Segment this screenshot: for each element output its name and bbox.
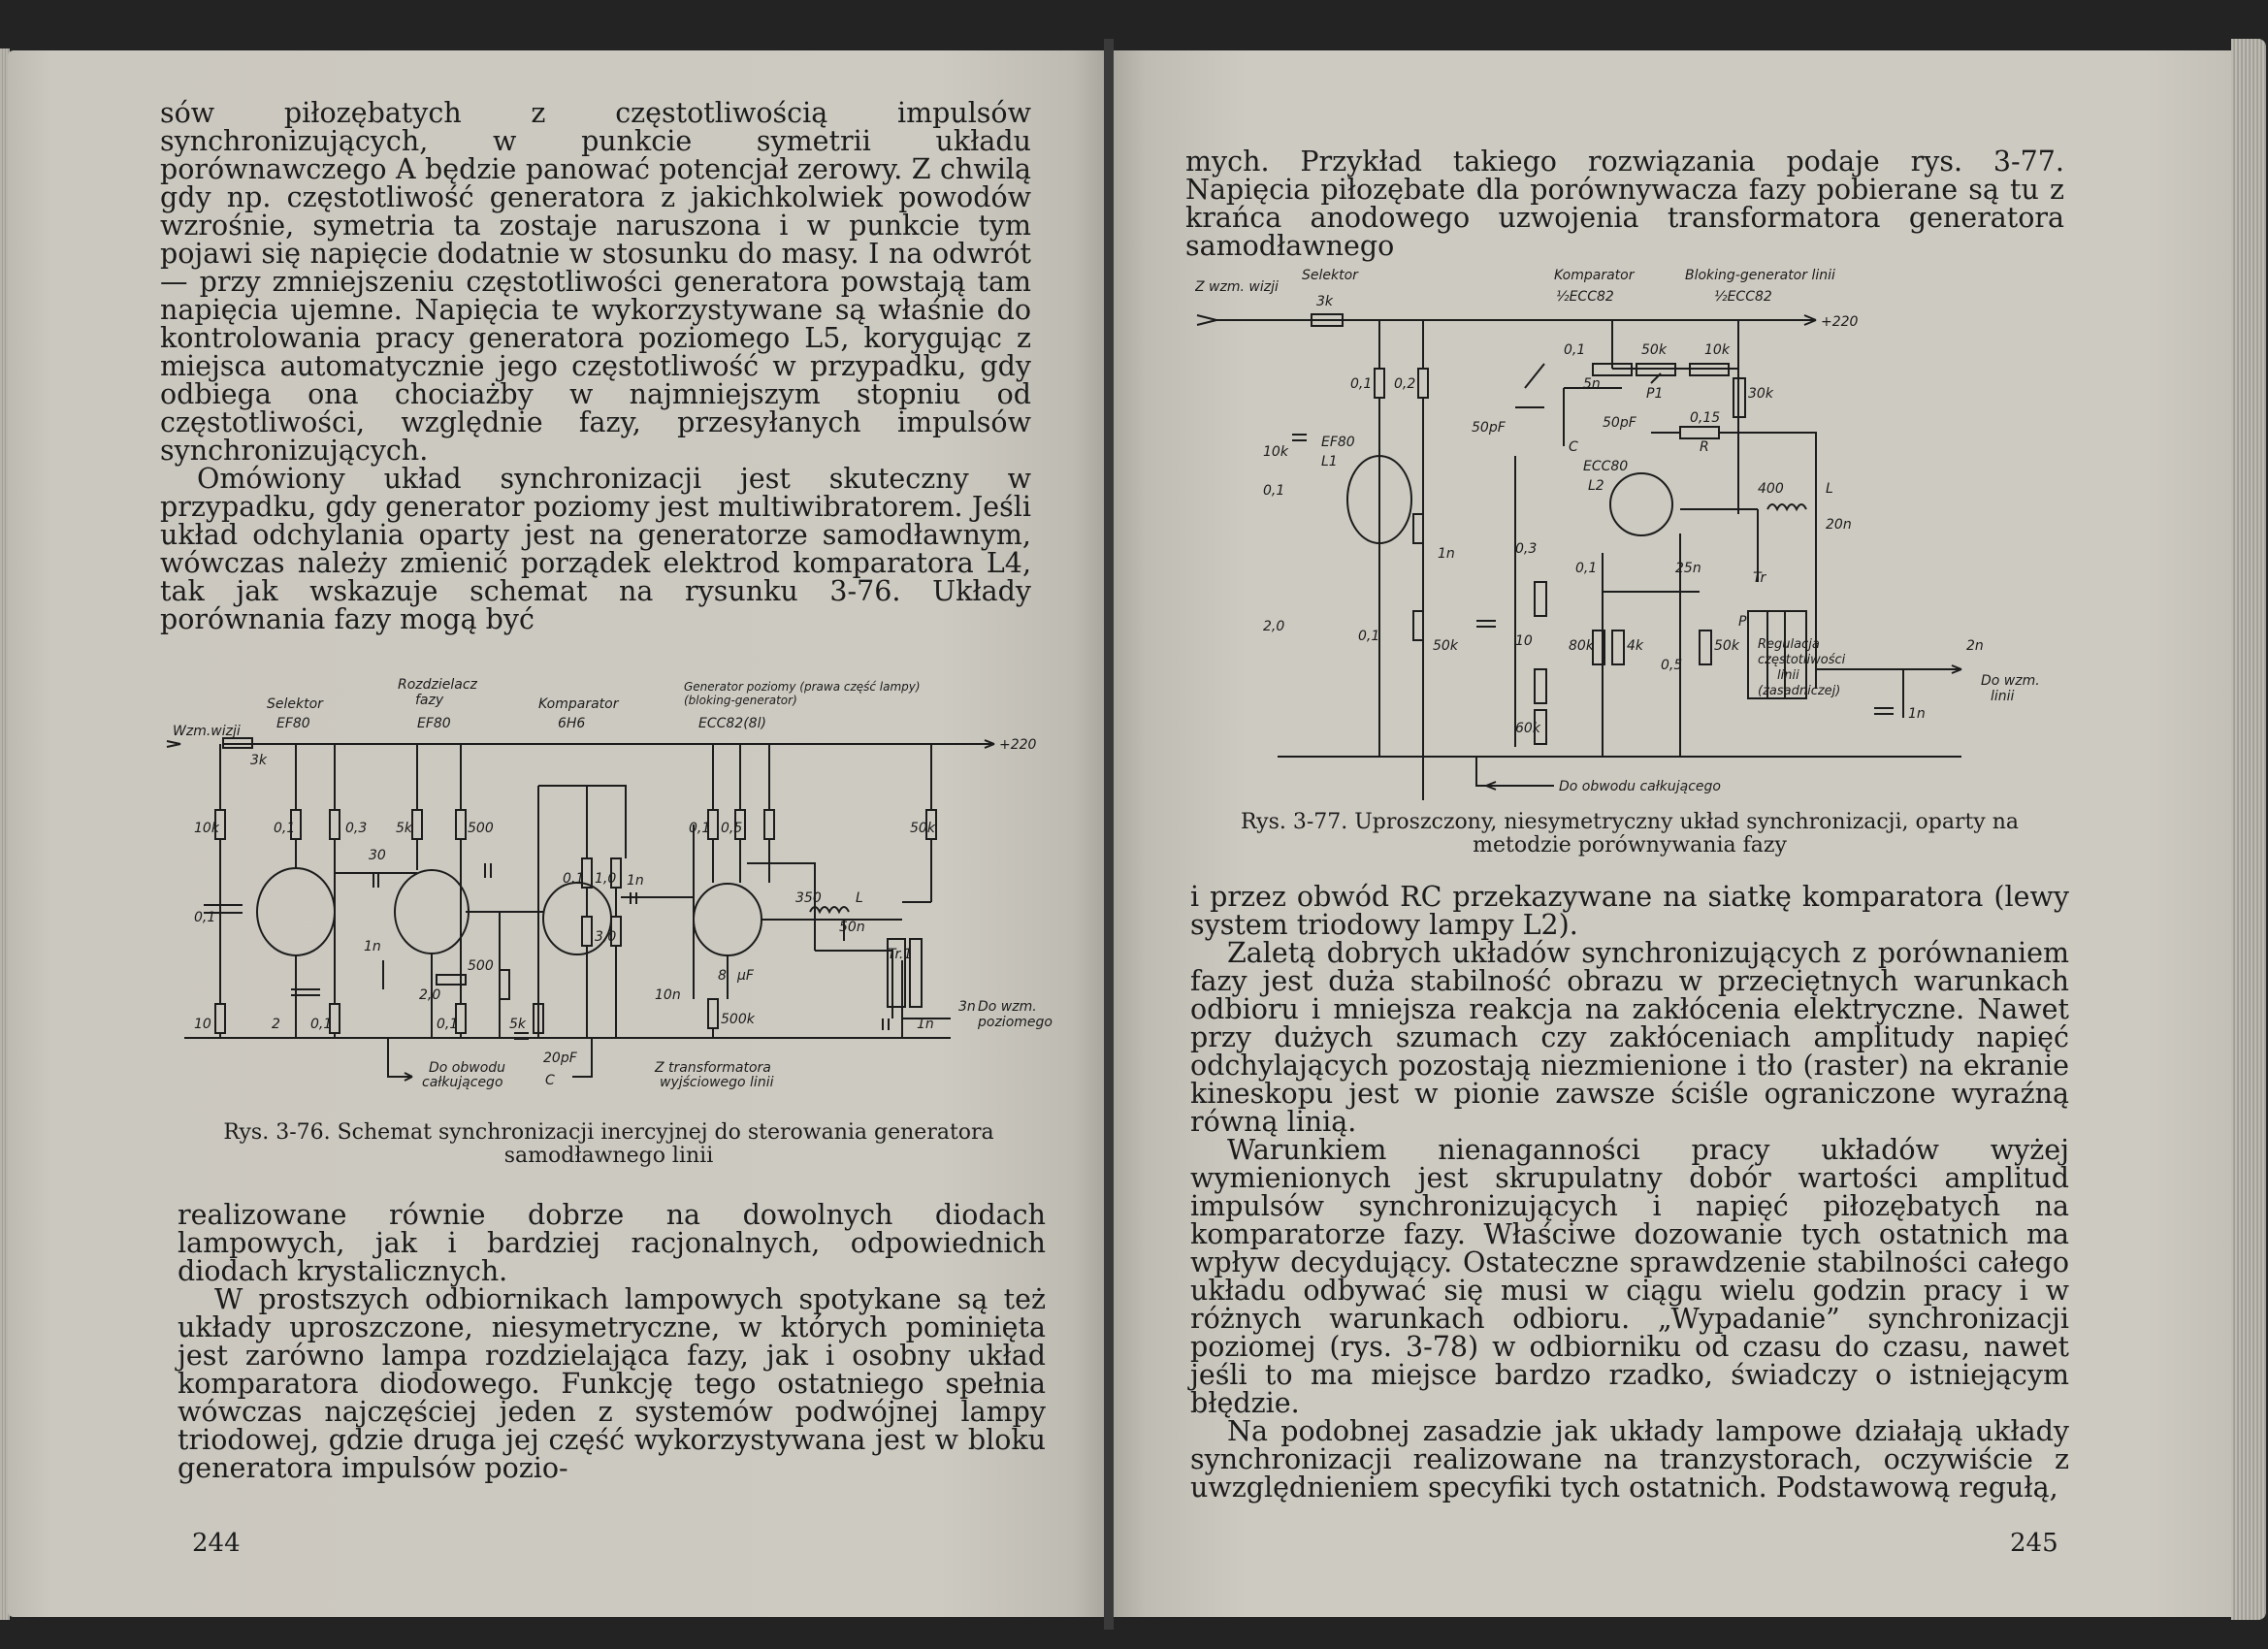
paragraph: i przez obwód RC przekazywane na siatkę komparatora (lewy system triodowy lampy L2). (1190, 881, 2069, 941)
label: Komparator (538, 696, 619, 712)
label: 0,1 (1575, 561, 1598, 576)
paragraph: Zaletą dobrych układów synchronizujących z porównaniem fazy jest duża stabilność obrazu w przeciętnych warunkach odbioru i mniejsza reakcja na zakłócenia elektryczne. Nawet przy dużych szumach czy zakłóceniach amplitudy napięć odchylających pozostają niezmienione i tło (raster) na ekranie kineskopu jest w pionie zawsze ściśle ograniczone wyraźną równą linią. (1190, 937, 2069, 1138)
label: Tr.1 (888, 947, 913, 962)
label: 500 (468, 821, 494, 836)
label: 0,2 (1394, 376, 1416, 392)
label: 60k (1515, 721, 1540, 736)
label: L2 (1588, 478, 1604, 494)
label: 350 (795, 890, 822, 906)
caption-line: Rys. 3-77. Uproszczony, niesymetryczny układ synchronizacji, oparty na (1240, 810, 2020, 834)
label: EF80 (276, 716, 310, 731)
label: 20pF (543, 1051, 577, 1066)
label: 0,1 (1263, 483, 1285, 499)
label: C (1569, 439, 1578, 455)
label: Do wzm. (1981, 673, 2040, 689)
label: linii (1777, 668, 1799, 683)
label: Do obwodu całkującego (1559, 779, 1721, 794)
label: 10n (655, 987, 681, 1003)
label: wyjściowego linii (660, 1075, 774, 1090)
figure-caption: Rys. 3-76. Schemat synchronizacji inercyjnej do sterowania generatora samodławnego linii (223, 1120, 994, 1168)
label: 500 (468, 958, 494, 974)
label: 4k (1627, 638, 1644, 654)
label: Z wzm. wizji (1195, 279, 1279, 295)
label: 1n (917, 1017, 934, 1032)
label: Komparator (1554, 268, 1635, 283)
label: Selektor (1302, 268, 1358, 283)
label: 2,0 (1263, 619, 1285, 634)
label: 3n (958, 999, 976, 1015)
label: 50k (1714, 638, 1739, 654)
paragraph: sów piłozębatych z częstotliwością impulsów synchronizujących, w punkcie symetrii układu porównawczego A będzie panować potencjał zerowy. Z chwilą gdy np. częstotliwość generatora z jakichkolwiek powodów wzrośnie, symetria ta zostaje naruszona i w punkcie tym pojawi się napięcie dodatnie w stosunku do masy. I na odwrót — przy zmniejszeniu częstotliwości generatora powstają tam napięcia ujemne. Napięcia te wykorzystywane są właśnie do kontrolowania pracy generatora poziomego L5, korygując z miejsca automatycznie jego częstotliwość w przypadku, gdy odbiega ona chociażby w najmniejszym stopniu od częstotliwości, względnie fazy, przesyłanych impulsów synchronizujących. (160, 97, 1031, 467)
paragraph: Na podobnej zasadzie jak układy lampowe działają układy synchronizacji realizowane na tranzystorach, oczywiście z uwzględnieniem specyfiki tych ostatnich. Podstawową regułą, (1190, 1415, 2069, 1504)
label: 0,1 (194, 910, 216, 925)
label: Rozdzielacz (398, 677, 477, 693)
label: ECC82(8l) (698, 716, 766, 731)
label: 50pF (1603, 415, 1636, 431)
label: 500k (721, 1012, 755, 1027)
paragraph: Omówiony układ synchronizacji jest skuteczny w przypadku, gdy generator poziomy jest multiwibratorem. Jeśli układ odchylania oparty jest na generatorze samodławnym, wówczas należy zmienić porządek elektrod komparatora L4, tak jak wskazuje schemat na rysunku 3-76. Układy porównania fazy mogą być (160, 463, 1031, 635)
label: 0,5 (1661, 658, 1683, 673)
label: EF80 (1321, 435, 1355, 450)
label: Do obwodu (429, 1060, 506, 1076)
label: P (1738, 614, 1747, 630)
label: 0,1 (437, 1017, 459, 1032)
label: 0,5 (721, 821, 743, 836)
label: P1 (1646, 386, 1664, 402)
label: 3k (250, 753, 268, 768)
label: +220 (999, 737, 1037, 753)
label: linii (1991, 689, 2015, 704)
left-text-bottom (178, 1201, 1046, 1482)
label: μF (737, 968, 754, 984)
page-stack-right (2231, 39, 2266, 1620)
label: 50n (839, 920, 865, 935)
label: 1n (364, 939, 381, 954)
label: L1 (1321, 454, 1338, 469)
label: 1n (627, 873, 644, 889)
label: 0,1 (1564, 342, 1586, 358)
label: Wzm.wizji (173, 724, 241, 739)
label: 50k (1433, 638, 1458, 654)
label: 5k (509, 1017, 527, 1032)
label: Generator poziomy (prawa część lampy) (684, 680, 921, 694)
paragraph: W prostszych odbiornikach lampowych spotykane są też układy uproszczone, niesymetryczne, w których pominięta jest zarówno lampa rozdzielająca fazy, jak i osobny układ komparatora diodowego. Funkcję tego ostatniego spełnia wówczas najczęściej jeden z systemów podwójnej lampy triodowej, gdzie druga jej część wykorzystywana jest w bloku generatora impulsów pozio- (178, 1283, 1046, 1484)
label: 0,1 (274, 821, 296, 836)
label: 10k (1704, 342, 1730, 358)
label: całkującego (422, 1075, 503, 1090)
label: 2n (1966, 638, 1984, 654)
label: ½ECC82 (1556, 289, 1614, 305)
label: 1n (1908, 706, 1926, 722)
label: 30 (369, 848, 386, 863)
label: 10k (194, 821, 219, 836)
page-number: 245 (2010, 1529, 2058, 1558)
paragraph: mych. Przykład takiego rozwiązania podaje rys. 3-77. Napięcia piłozębate dla porównywacza fazy pobierane są tu z krańca anodowego uzwojenia transformatora generatora samodławnego (1185, 146, 2064, 262)
label: 0,3 (345, 821, 368, 836)
label: 80k (1569, 638, 1594, 654)
right-text-top (1185, 147, 2064, 260)
figure-3-76-schematic (165, 669, 1057, 1106)
label: Tr (1753, 570, 1766, 586)
label: 20n (1826, 517, 1852, 533)
label: 0,1 (689, 821, 711, 836)
label: częstotliwości (1758, 653, 1846, 667)
label: 10 (194, 1017, 211, 1032)
book-gutter (1104, 39, 1114, 1630)
label: EF80 (417, 716, 451, 731)
label: 3k (1316, 294, 1334, 309)
label: ECC80 (1583, 459, 1629, 474)
label: 0,1 (563, 871, 585, 887)
label: 0,1 (1350, 376, 1373, 392)
label: 1n (1438, 546, 1455, 562)
label: 0,3 (1515, 541, 1538, 557)
page-number: 244 (192, 1529, 241, 1558)
label: 6H6 (558, 716, 586, 731)
label: (zasadniczej) (1758, 684, 1841, 698)
label: C (545, 1073, 555, 1088)
label: 0,1 (310, 1017, 333, 1032)
label: 50pF (1472, 420, 1506, 436)
label: 400 (1758, 481, 1784, 497)
label: Regulacja (1758, 637, 1820, 652)
label: 8 (718, 968, 727, 984)
label: 2,0 (419, 987, 441, 1003)
label: +220 (1821, 314, 1859, 330)
label: 10k (1263, 444, 1288, 460)
caption-line: metodzie porównywania fazy (1473, 833, 1787, 857)
paragraph: realizowane równie dobrze na dowolnych diodach lampowych, jak i bardziej racjonalnych, odpowiednich diodach krystalicznych. (178, 1199, 1046, 1287)
label: 30k (1748, 386, 1773, 402)
label: 0,15 (1690, 410, 1721, 426)
label: Bloking-generator linii (1685, 268, 1835, 283)
label: fazy (415, 693, 444, 708)
label: 25n (1675, 561, 1701, 576)
paragraph: Warunkiem nienaganności pracy układów wyżej wymienionych jest skrupulatny dobór wartości amplitud impulsów synchronizujących i napięć piłozębatych na komparatorze fazy. Właściwe dozowanie tych ostatnich ma wpływ decydujący. Ostateczne sprawdzenie stabilności całego układu odbywać się musi w ciągu wielu godzin pracy i w różnych warunkach odbioru. „Wypadanie” synchronizacji poziomej (rys. 3-78) w odbiorniku od czasu do czasu, nawet jeśli to ma miejsce bardzo rzadko, świadczy o istniejącym błędzie. (1190, 1134, 2069, 1419)
right-text-bottom (1190, 883, 2069, 1502)
label: L (856, 890, 863, 906)
label: Do wzm. (978, 999, 1037, 1015)
left-text-top (160, 99, 1031, 633)
label: 10 (1515, 633, 1533, 649)
label: 0,1 (1358, 629, 1380, 644)
label: 2 (272, 1017, 280, 1032)
label: L (1826, 481, 1833, 497)
label: 50k (910, 821, 935, 836)
label: 3,0 (595, 929, 617, 945)
label: ½ECC82 (1714, 289, 1772, 305)
label: Selektor (267, 696, 323, 712)
figure-caption (1188, 811, 2071, 857)
label: R (1700, 439, 1709, 455)
label: 1,0 (595, 871, 617, 887)
label: 50k (1641, 342, 1667, 358)
label: 5n (1583, 376, 1601, 392)
figure-3-77-schematic (1195, 262, 2088, 800)
label: (bloking-generator) (684, 694, 797, 707)
label: 5k (396, 821, 413, 836)
label: poziomego (978, 1015, 1053, 1030)
label: Z transformatora (655, 1060, 771, 1076)
